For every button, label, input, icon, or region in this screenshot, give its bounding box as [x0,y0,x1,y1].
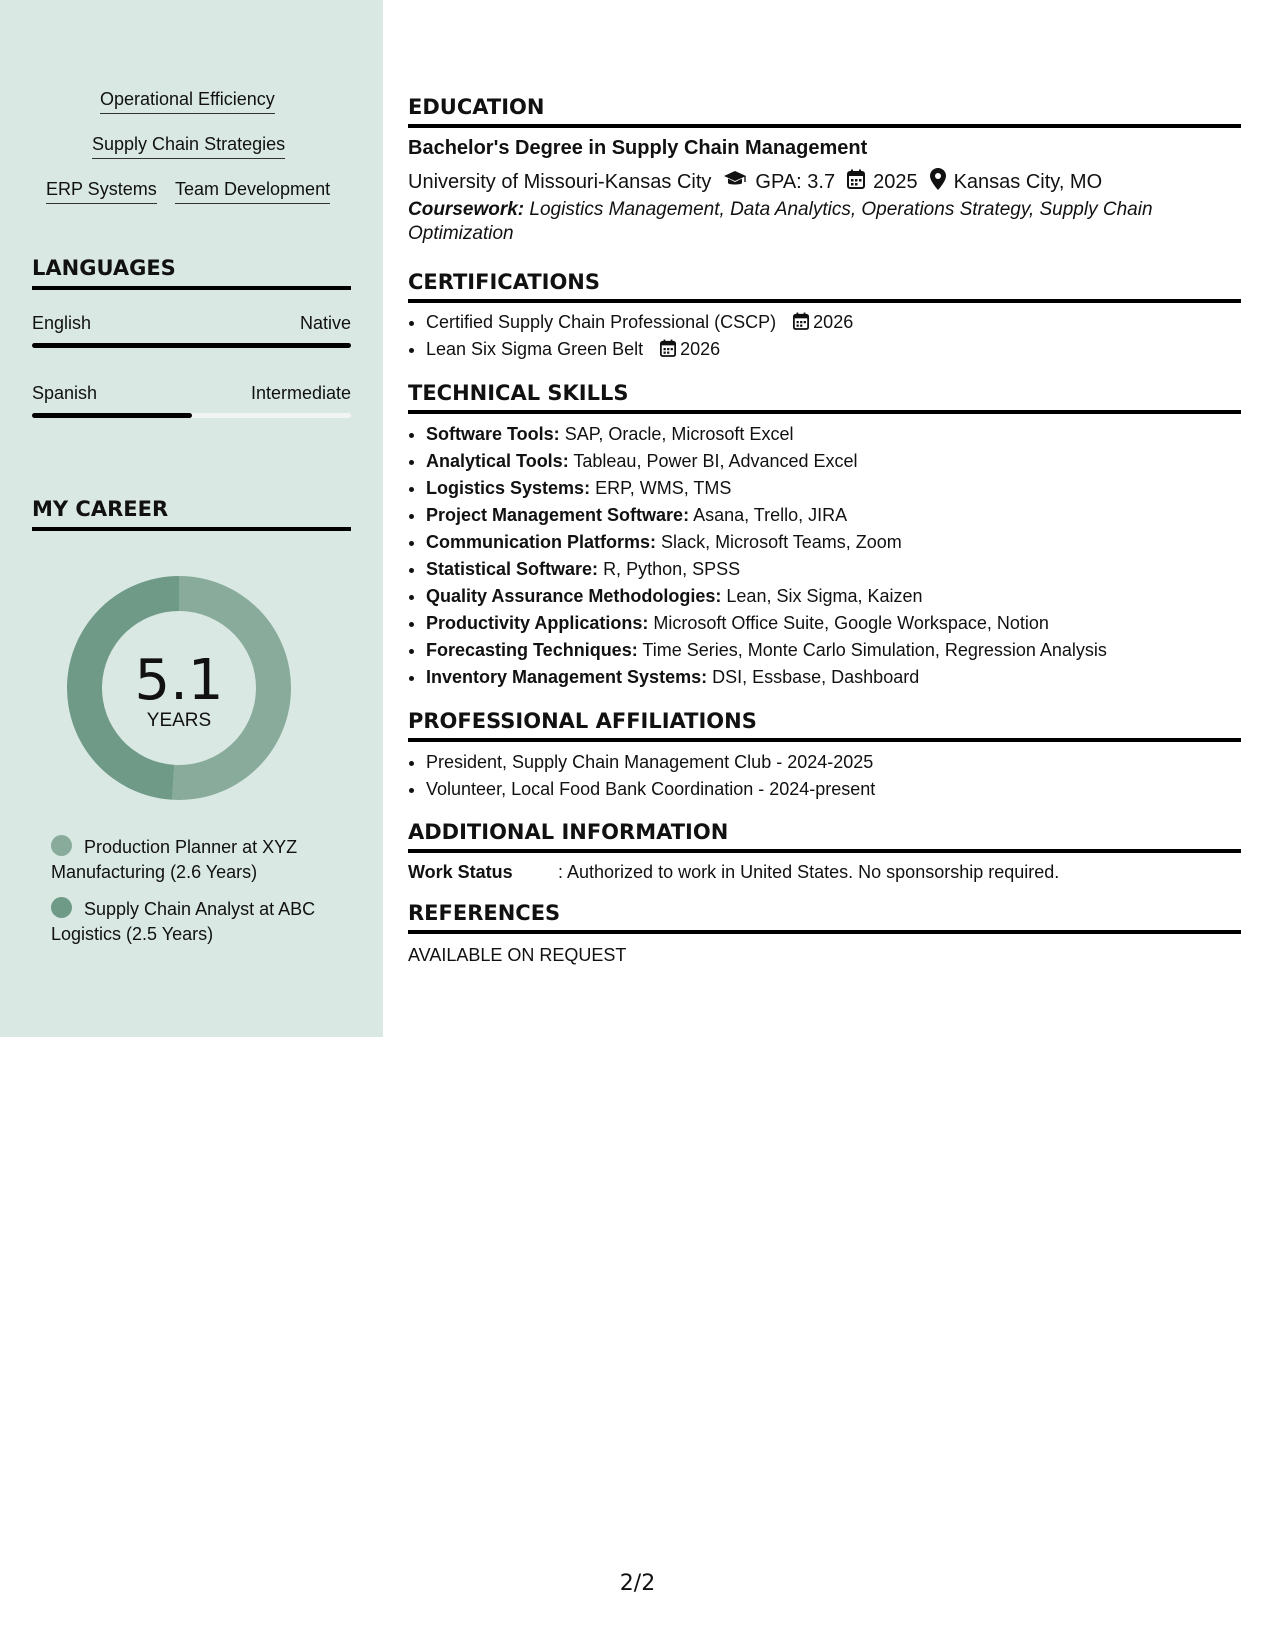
certifications-heading: CERTIFICATIONS [408,270,1241,303]
affiliations-list [426,749,1241,803]
list-item [426,309,1241,336]
list-item [426,421,1241,448]
language-bar-english [32,343,351,348]
skill-value: SAP, Oracle, Microsoft Excel [564,424,794,444]
certification-name: Lean Six Sigma Green Belt [426,339,644,359]
language-bar-fill [32,413,192,418]
certification-name: Certified Supply Chain Professional (CSCP) [426,312,777,332]
language-level: Native [299,313,351,333]
technical-skills-list [426,421,1241,691]
career-legend-item [51,835,341,885]
skill-value: Lean, Six Sigma, Kaizen [726,586,923,606]
career-legend-label: Supply Chain Analyst at ABC Logistics (2.5 Years) [51,899,316,944]
skill-value: Slack, Microsoft Teams, Zoom [661,532,902,552]
skill-label: Forecasting Techniques: [426,640,638,660]
skill-value: ERP, WMS, TMS [595,478,732,498]
legend-dot [51,897,72,918]
skill-label: Inventory Management Systems: [426,667,708,687]
skill-label: Logistics Systems: [426,478,591,498]
skill-tag: ERP Systems [46,179,157,204]
certification-year: 2026 [813,312,854,332]
skill-value: Time Series, Monte Carlo Simulation, Regression Analysis [642,640,1107,660]
languages-heading: LANGUAGES [32,256,351,290]
language-name: Spanish [32,383,98,403]
list-item [426,556,1241,583]
list-item [426,448,1241,475]
references-heading: REFERENCES [408,901,1241,934]
work-status-value: : Authorized to work in United States. No sponsorship required. [558,862,1060,882]
work-status-label: Work Status [408,862,513,882]
school-name: University of Missouri-Kansas City [408,170,712,193]
map-pin-icon [930,168,946,196]
additional-info-heading: ADDITIONAL INFORMATION [408,820,1241,853]
skill-value: Tableau, Power BI, Advanced Excel [573,451,858,471]
calendar-icon [793,311,809,338]
skill-value: Microsoft Office Suite, Google Workspace, Notion [653,613,1049,633]
education-heading: EDUCATION [408,95,1241,128]
list-item: • Volunteer, Local Food Bank Coordination - 2024-present [426,776,1241,803]
skill-value: Asana, Trello, JIRA [693,505,848,525]
language-bar-fill [32,343,351,348]
certification-year: 2026 [680,339,721,359]
language-level: Intermediate [250,383,351,403]
skill-label: Productivity Applications: [426,613,649,633]
career-heading: MY CAREER [32,497,351,531]
language-bar-spanish [32,413,351,418]
references-text: AVAILABLE ON REQUEST [408,945,627,965]
language-name: English [32,313,92,333]
list-item [426,502,1241,529]
gpa: GPA: 3.7 [755,170,836,193]
career-legend-label: Production Planner at XYZ Manufacturing (2.6 Years) [51,837,298,882]
skill-value: R, Python, SPSS [603,559,741,579]
coursework-label: Coursework: [408,199,525,220]
list-item [426,664,1241,691]
work-status-row [408,862,1059,883]
list-item [426,475,1241,502]
sidebar [0,0,383,1037]
career-legend-item [51,897,341,947]
legend-dot [51,835,72,856]
skill-label: Software Tools: [426,424,560,444]
skill-label: Analytical Tools: [426,451,569,471]
skill-tag: Operational Efficiency [100,89,275,114]
skill-value: DSI, Essbase, Dashboard [712,667,920,687]
skill-tag: Supply Chain Strategies [92,134,285,159]
list-item [426,336,1241,363]
coursework-list: Logistics Management, Data Analytics, Operations Strategy, Supply Chain Optimization [408,199,1153,244]
career-total-unit: YEARS [146,710,212,731]
skill-label: Project Management Software: [426,505,690,525]
list-item [426,610,1241,637]
graduation-cap-icon [723,170,747,194]
language-row-english [32,313,351,334]
technical-skills-heading: TECHNICAL SKILLS [408,381,1241,414]
graduation-year: 2025 [873,170,918,193]
degree-title: Bachelor's Degree in Supply Chain Management [408,137,868,159]
calendar-icon [660,338,676,365]
skill-label: Quality Assurance Methodologies: [426,586,722,606]
affiliations-heading: PROFESSIONAL AFFILIATIONS [408,709,1241,742]
language-row-spanish [32,383,351,404]
certifications-list [426,309,1241,363]
list-item: • President, Supply Chain Management Club - 2024-2025 [426,749,1241,776]
list-item [426,637,1241,664]
list-item [426,529,1241,556]
page-number: 2/2 [619,1571,656,1596]
education-meta [408,168,1102,196]
skill-label: Communication Platforms: [426,532,657,552]
list-item [426,583,1241,610]
education-location: Kansas City, MO [953,170,1103,193]
skill-label: Statistical Software: [426,559,599,579]
skill-tag: Team Development [175,179,330,204]
career-total-years: 5.1 [134,648,224,713]
calendar-icon [847,169,865,195]
coursework [408,198,1228,246]
